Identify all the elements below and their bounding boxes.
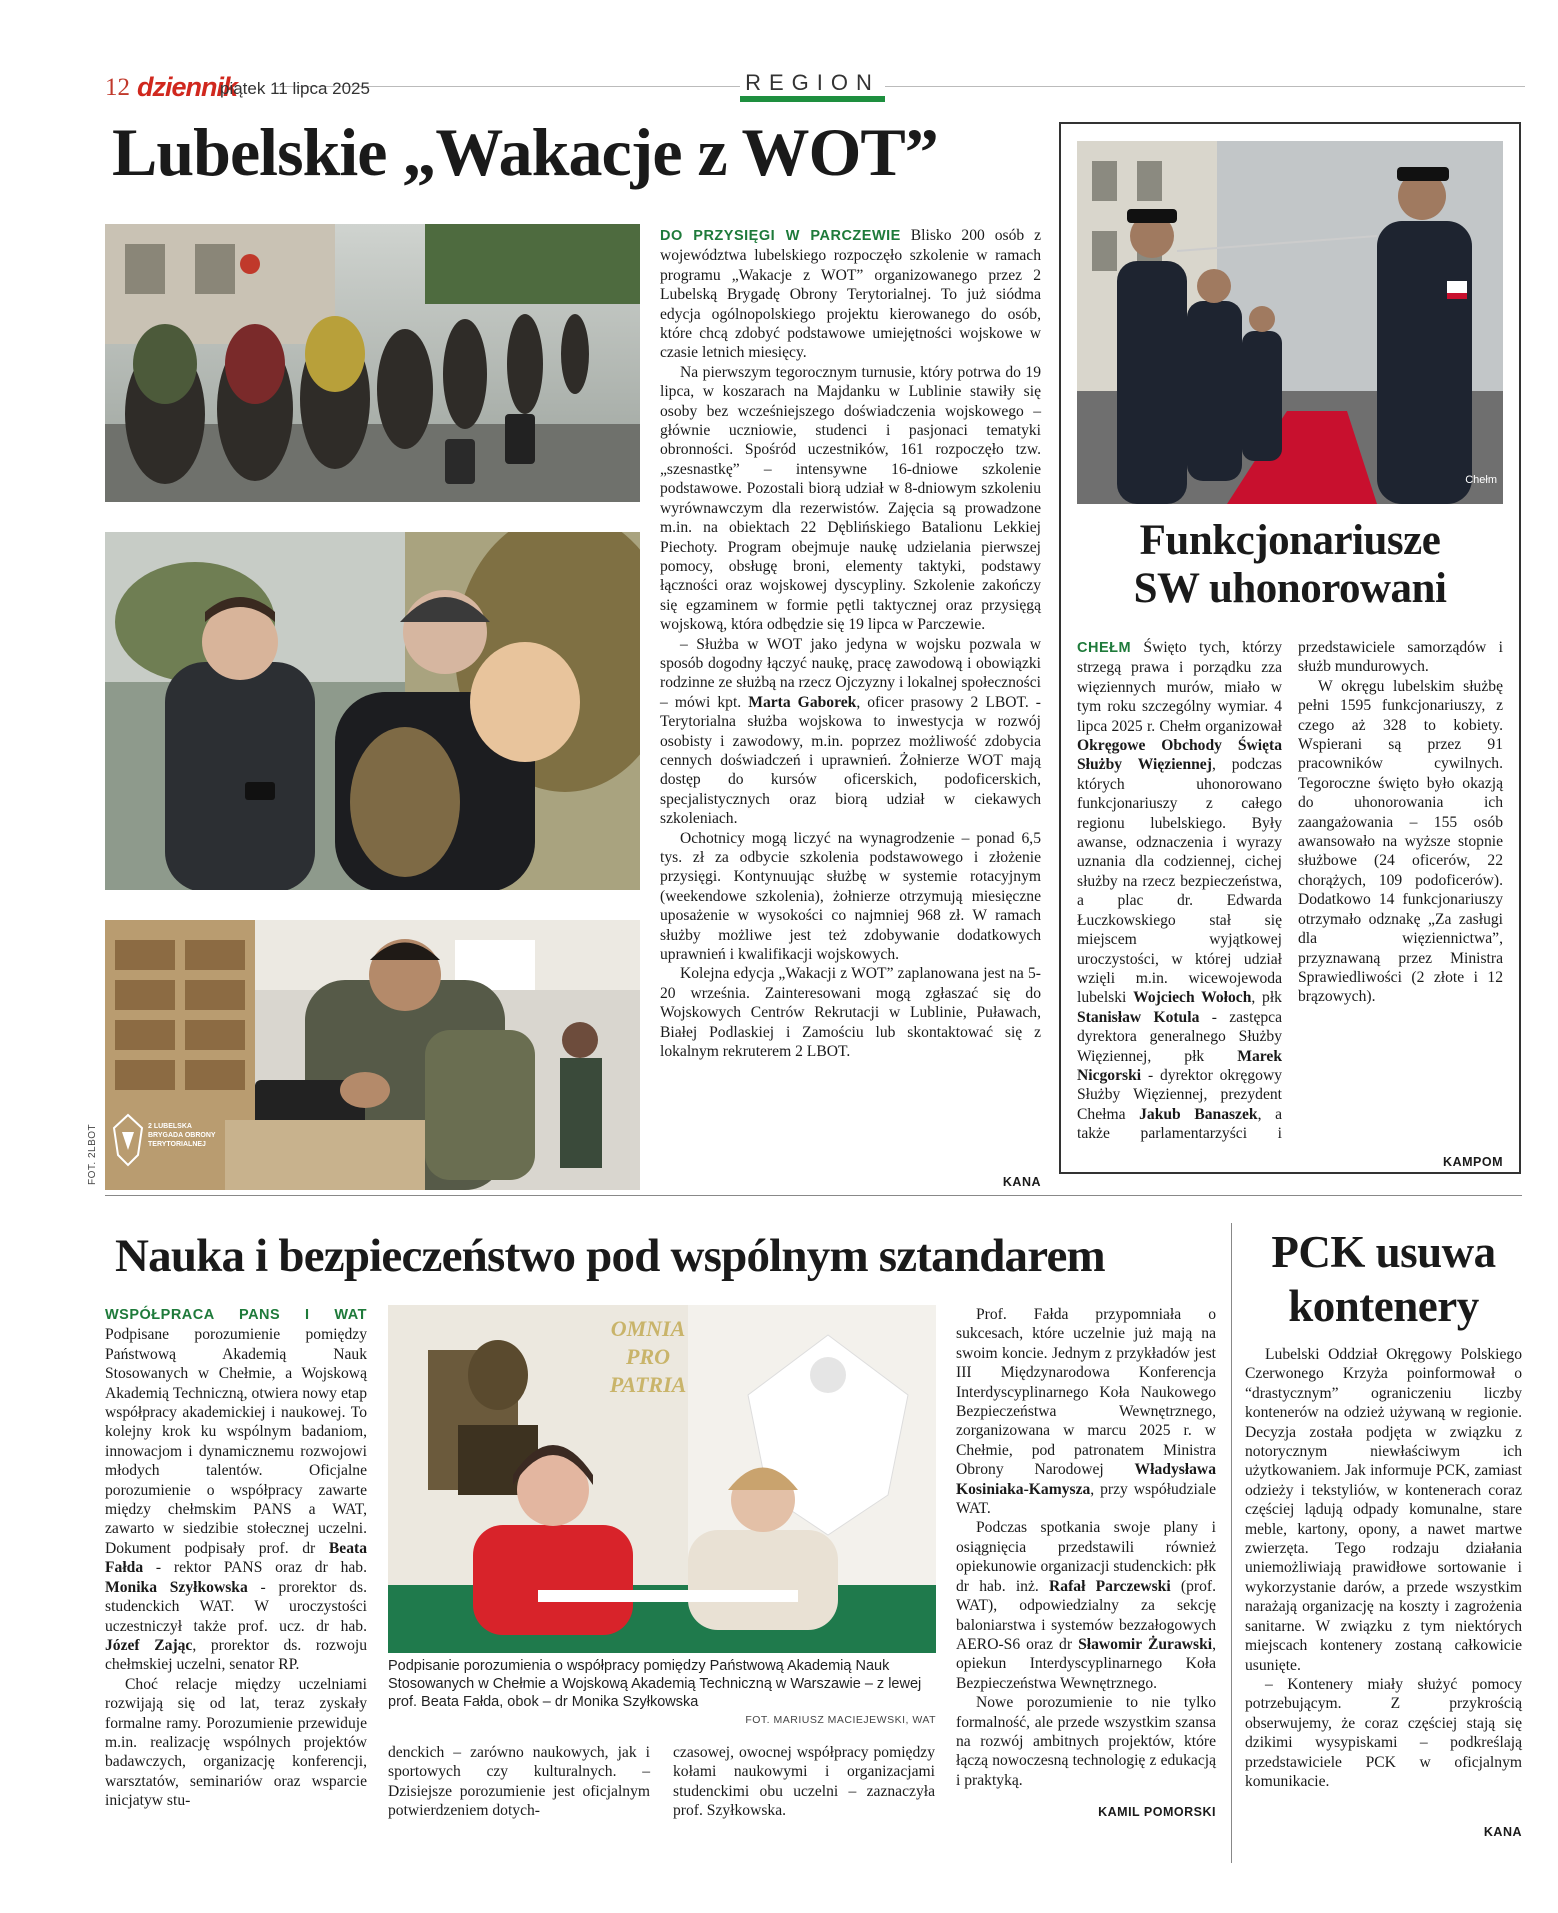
photo-credit-wot: FOT. 2LBOT bbox=[87, 1123, 98, 1185]
column-divider bbox=[1231, 1223, 1232, 1863]
wall-motto: OMNIA PRO PATRIA bbox=[609, 1316, 687, 1397]
pans-paragraph: Choć relacje między uczelniami rozwijają się od lat, teraz zyskały formalne ramy. Porozumienie przewiduje m.in. realizację wspólnych projektów badawczych, organizację konferencji, warsztatów, seminariów oraz wsparcie inicjatyw stu- bbox=[105, 1675, 367, 1810]
brigade-logo bbox=[108, 1110, 228, 1170]
brigade-logo-text: 2 LUBELSKA BRYGADA OBRONY TERYTORIALNEJ bbox=[148, 1123, 216, 1148]
newspaper-logo[interactable]: dziennik bbox=[137, 72, 238, 102]
header-rule bbox=[275, 86, 1525, 87]
page-number: 12 bbox=[105, 74, 130, 101]
photo-agreement-signing bbox=[388, 1305, 936, 1653]
byline-wot: KANA bbox=[1002, 1175, 1041, 1189]
pans-col-1: WSPÓŁPRACA PANS I WAT Podpisane porozumienie pomiędzy Państwową Akademią Nauk Stosowanych w Chełmie, a Wojskową Akademią Techniczną, otwiera nowy etap współpracy akademickiej i naukowej. To kolejny krok ku wspólnym badaniom, innowacjom i dynamicznemu rozwojowi młodych talentów. Oficjalne porozumienie o współpracy zawarte między chełmskim PANS a WAT, zawarto w siedzibie stołecznej uczelni. Dokument podpisały prof. dr Beata Fałda - rektor PANS oraz dr hab. Monika Szyłkowska - prorektor ds. studenckich WAT. W uroczystości uczestniczył także prof. ucz. dr hab. Józef Zając, prorektor ds. rozwoju chełmskiej uczelni, senator RP. Choć relacje między uczelniami rozwijają się od lat, teraz zyskały formalne ramy. Porozumienie przewiduje m.in. realizację wspólnych projektów badawczych, organizację konferencji, warsztatów, seminariów oraz wsparcie inicjatyw stu- bbox=[105, 1307, 367, 1810]
pans-kicker: WSPÓŁPRACA PANS I WAT bbox=[105, 1307, 367, 1323]
headline-pans: Nauka i bezpieczeństwo pod wspólnym sztandarem bbox=[115, 1230, 1105, 1282]
photo-caption-pans: Podpisanie porozumienia o współpracy pomiędzy Państwową Akademią Nauk Stosowanych w Chełmie a Wojskową Akademią Techniczną w Warszawie – z lewej prof. Beata Fałda, obok – dr Monika Szyłkowska bbox=[388, 1658, 922, 1710]
photo-farewell-hug bbox=[105, 532, 640, 890]
wot-body bbox=[660, 226, 1041, 1061]
pans-col-2: denckich – zarówno naukowych, jak i sportowych czy kulturalnych. – Dzisiejsze porozumienie jest oficjalnym potwierdzeniem dotych- bbox=[388, 1744, 650, 1820]
photo-ceremony-chelm bbox=[1077, 141, 1503, 504]
byline-pck: KANA bbox=[1483, 1825, 1522, 1839]
photo-recruits-queue bbox=[105, 224, 640, 502]
pck-paragraph: – Kontenery miały służyć pomocy potrzebującym. Z przykrością obserwujemy, że coraz częściej stają się dzikimi wysypiskami – podkreślają przedstawiciele PCK w oficjalnym komunikacie. bbox=[1245, 1675, 1522, 1790]
pans-col-4: Prof. Fałda przypomniała o sukcesach, które uczelnie już mają na swoim koncie. Jednym z przykładów jest III Międzynarodowa Konferencja Interdyscyplinarnego Koła Naukowego Bezpieczeństwa Wewnętrznego, zorganizowana w marcu 2025 r. w Chełmie, pod patronatem Ministra Obrony Narodowej Władysława Kosiniaka-Kamysza, przy współudziale WAT. Podczas spotkania swoje plany i osiągnięcia przedstawili również opiekunowie organizacji studenckich: płk dr hab. inż. Rafał Parczewski (prof. WAT), odpowiedzialny za sekcję baloniarstwa i systemów bezzałogowych AERO-S6 oraz dr Sławomir Żurawski, opiekun Interdyscyplinarnego Koła Bezpieczeństwa Wewnętrznego. Nowe porozumienie to nie tylko formalność, ale przede wszystkim szansa na rozwój ambitnych projektów, które łączą nowoczesną technologię z edukacją i praktyką. bbox=[956, 1306, 1216, 1789]
wot-paragraph-quote: – Służba w WOT jako jedyna w wojsku pozwala w sposób dogodny łączyć naukę, pracę zawodową i obowiązki rodzinne ze służbą na rzecz Ojczyzny i lokalnej społeczności – mówi kpt. Marta Gaborek, oficer prasowy 2 LBOT. - Terytorialna służba wojskowa to inwestycja w rozwój osobisty i zawodowy, m.in. poprzez możliwość zdobycia cennych doświadczeń i uprawnień. Żołnierze WOT mają dostęp do kursów oficerskich, podoficerskich, specjalistycznych oraz biorą udział w ciekawych szkoleniach. bbox=[660, 635, 1042, 828]
headline-sw: Funkcjonariusze SW uhonorowani bbox=[1133, 517, 1447, 612]
wot-lead: Blisko 200 osób z województwa lubelskiego rozpoczęło szkolenie w ramach programu „Wakacje z WOT” organizowanego przez 2 Lubelską Brygadę Obrony Terytorialnej. To już siódma edycja ogólnopolskiego projektu kierowanego do osób, które chcą zdobyć podstawowe umiejętności wojskowe w czasie letnich miesięcy. bbox=[660, 227, 1041, 362]
section-underline bbox=[740, 96, 885, 102]
pck-paragraph: Lubelski Oddział Okręgowy Polskiego Czerwonego Krzyża poinformował o “drastycznym” ograniczeniu liczby kontenerów na odzież używaną w regionie. Decyzja została podjęta w związku z notorycznym niewłaściwym ich użytkowaniem. Jak informuje PCK, zamiast odzieży i tekstyliów, w kontenerach coraz częściej lądują odpady komunalne, stare meble, kartony, opony, a nawet martwe zwierzęta. Tego rodzaju działania uniemożliwiają prawidłowe sortowanie i wykorzystanie darów, a przede wszystkim narażają organizację na koszty i zagrożenia sanitarne. W związku z tym niektórych miejscach kontenery zostaną całkowicie usunięte. bbox=[1245, 1346, 1522, 1674]
wot-paragraph: Na pierwszym tegorocznym turnusie, który potrwa do 19 lipca, w koszarach na Majdanku w Lublinie stawiły się osoby bez wcześniejszego doświadczenia wojskowego – głównie uczniowie, studenci i pasjonaci tematyki obronności. Spośród uczestników, 161 rozpoczęło tzw. „szesnastkę” – intensywne 16-dniowe szkolenie podstawowe. Pozostali biorą udział w 8-dniowym szkoleniu wyrównawczym dla rezerwistów. Zajęcia są prowadzone m.in. na obiektach 22 Dęblińskiego Batalionu Lekkiej Piechoty. Program obejmuje naukę udzielania pierwszej pomocy, obsługę broni, elementy taktyki, podstawy łączności oraz wojskowej dyscypliny. Szkolenie zakończy się egzaminem w formie pętli taktycznej oraz przysięgą wojskową, która odbędzie się 19 lipca w Parczewie. bbox=[660, 363, 1041, 634]
headline-pck: PCK usuwa kontenery bbox=[1271, 1227, 1496, 1331]
sw-kicker: CHEŁM bbox=[1077, 640, 1132, 656]
byline-sw: KAMPOM bbox=[1443, 1155, 1503, 1169]
pans-col-3: czasowej, owocnej współpracy pomiędzy kołami naukowymi i organizacjami studenckimi obu uczelni – zaznaczyła prof. Szyłkowska. bbox=[673, 1744, 935, 1820]
section-label: REGION bbox=[740, 70, 885, 96]
photo-credit-pans: FOT. MARIUSZ MACIEJEWSKI, WAT bbox=[745, 1714, 936, 1726]
pck-body bbox=[1245, 1345, 1522, 1791]
issue-date: piątek 11 lipca 2025 bbox=[220, 79, 370, 98]
headline-wot: Lubelskie „Wakacje z WOT” bbox=[112, 114, 938, 190]
section-divider bbox=[105, 1195, 1522, 1196]
sw-paragraph: W okręgu lubelskim służbę pełni 1595 funkcjonariuszy, z czego aż 328 to kobiety. Wspierani są przez 91 pracowników cywilnych. Tegoroczne święto było okazją do uhonorowania ich zaangażowania – 155 osób awansowało na wyższe stopnie służbowe (24 oficerów, 22 chorążych, 109 podoficerów). Dodatkowo 14 funkcjonariuszy otrzymało odznakę „Za zasługi dla więziennictwa”, przyznawaną przez Ministra Sprawiedliwości (2 złote i 12 brązowych). bbox=[1298, 677, 1503, 1006]
sw-body: CHEŁM Święto tych, którzy strzegą prawa i porządku zza więziennych murów, miało w tym roku szczególny wymiar. 4 lipca 2025 r. Chełm organizował Okręgowe Obchody Święta Służby Więziennej, podczas których uhonorowano funkcjonariuszy z całego regionu lubelskiego. Były awanse, odznaczenia i wyrazy uznania dla codziennej, cichej służby na rzecz bezpieczeństwa, a plac dr. Edwarda Łuczkowskiego stał się miejscem wyjątkowej uroczystości, w której udział wzięli m.in. wicewojewoda lubelski Wojciech Wołoch, płk Stanisław Kotula - zastępca dyrektora generalnego Służby Więziennej, płk Marek Nicgorski - dyrektor okręgowy Służby Więziennej, prezydent Chełma Jakub Banaszek, a także parlamentarzyści i przedstawiciele samorządów i służb mundurowych. W okręgu lubelskim służbę pełni 1595 funkcjonariuszy, z czego aż 328 to kobiety. Wspierani są przez 91 pracowników cywilnych. Tegoroczne święto było okazją do uhonorowania ich zaangażowania – 155 osób awansowało na wyższe stopnie służbowe (24 oficerów, 22 chorążych, 109 podoficerów). Dodatkowo 14 funkcjonariuszy otrzymało odznakę „Za zasługi dla więziennictwa”, przyznawaną przez Ministra Sprawiedliwości (2 złote i 12 brązowych). bbox=[1077, 639, 1503, 1143]
wot-paragraph: Ochotnicy mogą liczyć na wynagrodzenie – ponad 6,5 tys. zł za odbycie szkolenia podstawowego i złożenie przysięgi. Kontynuując służbę w systemie rotacyjnym (weekendowe szkolenia), żołnierze otrzymują miesięczne uposażenie w wysokości co najmniej 968 zł. W ramach służby możliwe jest też zdobywanie dodatkowych uprawnień i kwalifikacji wojskowych. bbox=[660, 829, 1041, 964]
byline-pans: KAMIL POMORSKI bbox=[1098, 1805, 1216, 1819]
photo-watermark: Chełm bbox=[1465, 474, 1497, 486]
person-name: Marta Gaborek bbox=[748, 693, 857, 711]
wot-kicker: DO PRZYSIĘGI W PARCZEWIE bbox=[660, 228, 901, 244]
wot-paragraph: Kolejna edycja „Wakacji z WOT” zaplanowana jest na 5-20 września. Zainteresowani mogą zgłaszać się do Wojskowych Centrów Rekrutacji w Lublinie, Puławach, Białej Podlaskiej i Zamościu lub skontaktować się z lokalnym rekruterem 2 LBOT. bbox=[660, 965, 1041, 1061]
